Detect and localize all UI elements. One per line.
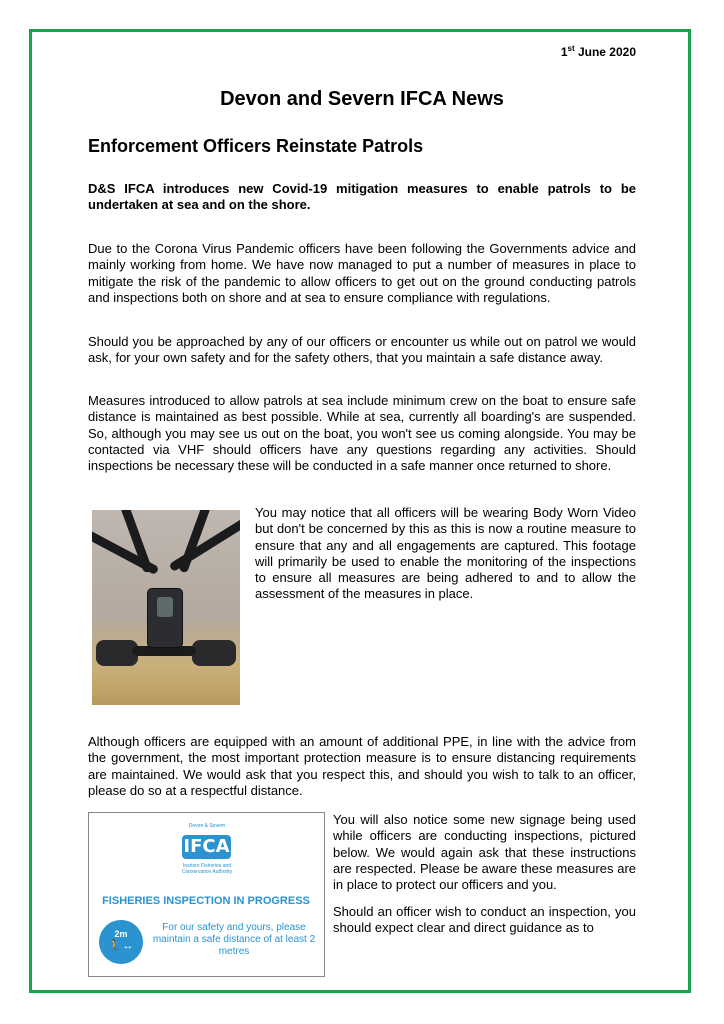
people-distance-icon: 🚶↔ [107,940,135,952]
distance-icon [99,920,143,964]
intro-paragraph: D&S IFCA introduces new Covid-19 mitigation measures to enable patrols to be undertaken at sea and on the shore. [88,181,636,213]
body-worn-video-photo [92,510,240,705]
ifca-logo: IFCA [183,836,230,857]
article-headline: Enforcement Officers Reinstate Patrols [88,136,424,156]
paragraph-body-worn-video: You may notice that all officers will be wearing Body Worn Video but don't be concerned by this as this is now a routine measure to ensure that any and all engagements are captured. This footage will primarily be used to enable the monitoring of the inspections to ensure all measures are being adhered to and to allow the assessment of the measures in place. [255,505,636,602]
paragraph-ppe: Although officers are equipped with an amount of additional PPE, in line with the advice from the government, the most important protection measure is to ensure distancing requirements are maintained. We would ask that you respect this, and should you wish to talk to an officer, please do so at a respectful distance. [88,734,636,798]
sign-message: For our safety and yours, please maintain a safe distance of at least 2 metres [152,922,316,957]
paragraph-signage: You will also notice some new signage being used while officers are conducting inspections, pictured below. We would again ask that these instructions are respected. Please be aware these measures are in place to protect our officers and you. [333,812,636,893]
issue-date: 1st June 2020 [560,44,636,59]
sign-org-sub: Inshore Fisheries and Conservation Authority [181,863,233,875]
paragraph-inspection-guidance: Should an officer wish to conduct an inspection, you should expect clear and direct guidance as to [333,904,636,936]
distance-label: 2m [114,929,128,939]
sign-org-top: Devon & Severn [188,823,226,829]
paragraph-safe-distance: Should you be approached by any of our officers or encounter us while out on patrol we would ask, for your own safety and for the safety others, that you maintain a safe distance away. [88,334,636,366]
sign-heading: FISHERIES INSPECTION IN PROGRESS [102,895,310,907]
inspection-sign-image [88,812,325,977]
paragraph-pandemic: Due to the Corona Virus Pandemic officers have been following the Governments advice and mainly working from home. We have now managed to put a number of measures in place to mitigate the risk of the pandemic to allow officers to get out on the ground conducting patrols and inspections both on shore and at sea to ensure compliance with regulations. [88,241,636,305]
paragraph-sea-patrols: Measures introduced to allow patrols at sea include minimum crew on the boat to ensure safe distance is maintained as best possible. While at sea, currently all boarding's are suspended. So, although you may see us out on the boat, you won't see us coming alongside. You may be contacted via VHF should officers have any questions regarding any activities. Should inspections be necessary these will be conducted in a safe manner once returned to shore. [88,393,636,474]
masthead-title: Devon and Severn IFCA News [220,88,504,110]
camera-icon [147,588,183,648]
